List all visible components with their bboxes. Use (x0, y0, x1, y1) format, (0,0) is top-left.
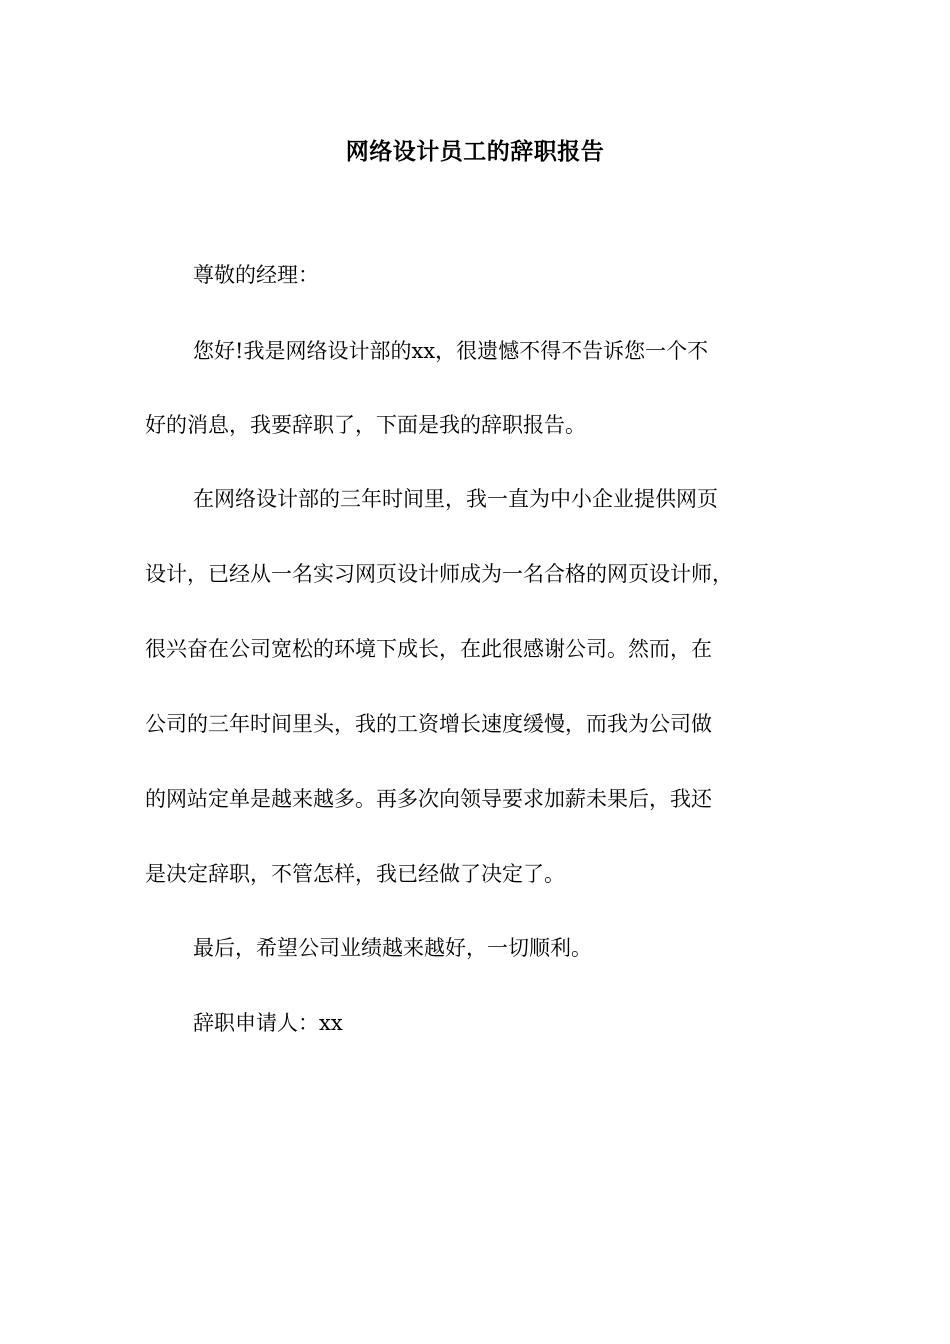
body-line: 您好!我是网络设计部的xx，很遗憾不得不告诉您一个不 (193, 339, 709, 363)
body-line: 设计，已经从一名实习网页设计师成为一名合格的网页设计师， (145, 562, 733, 586)
body-line: 在网络设计部的三年时间里，我一直为中小企业提供网页 (193, 487, 718, 511)
body-line: 好的消息，我要辞职了，下面是我的辞职报告。 (145, 413, 586, 437)
closing-line: 最后，希望公司业绩越来越好，一切顺利。 (193, 936, 592, 960)
salutation-line: 尊敬的经理： (193, 263, 319, 287)
body-line: 的网站定单是越来越多。再多次向领导要求加薪未果后，我还 (145, 787, 712, 811)
body-line: 是决定辞职，不管怎样，我已经做了决定了。 (145, 862, 565, 886)
signature-line: 辞职申请人：xx (193, 1011, 343, 1035)
body-line: 很兴奋在公司宽松的环境下成长，在此很感谢公司。然而，在 (145, 637, 712, 661)
body-line: 公司的三年时间里头，我的工资增长速度缓慢，而我为公司做 (145, 712, 712, 736)
document-title: 网络设计员工的辞职报告 (345, 138, 605, 165)
